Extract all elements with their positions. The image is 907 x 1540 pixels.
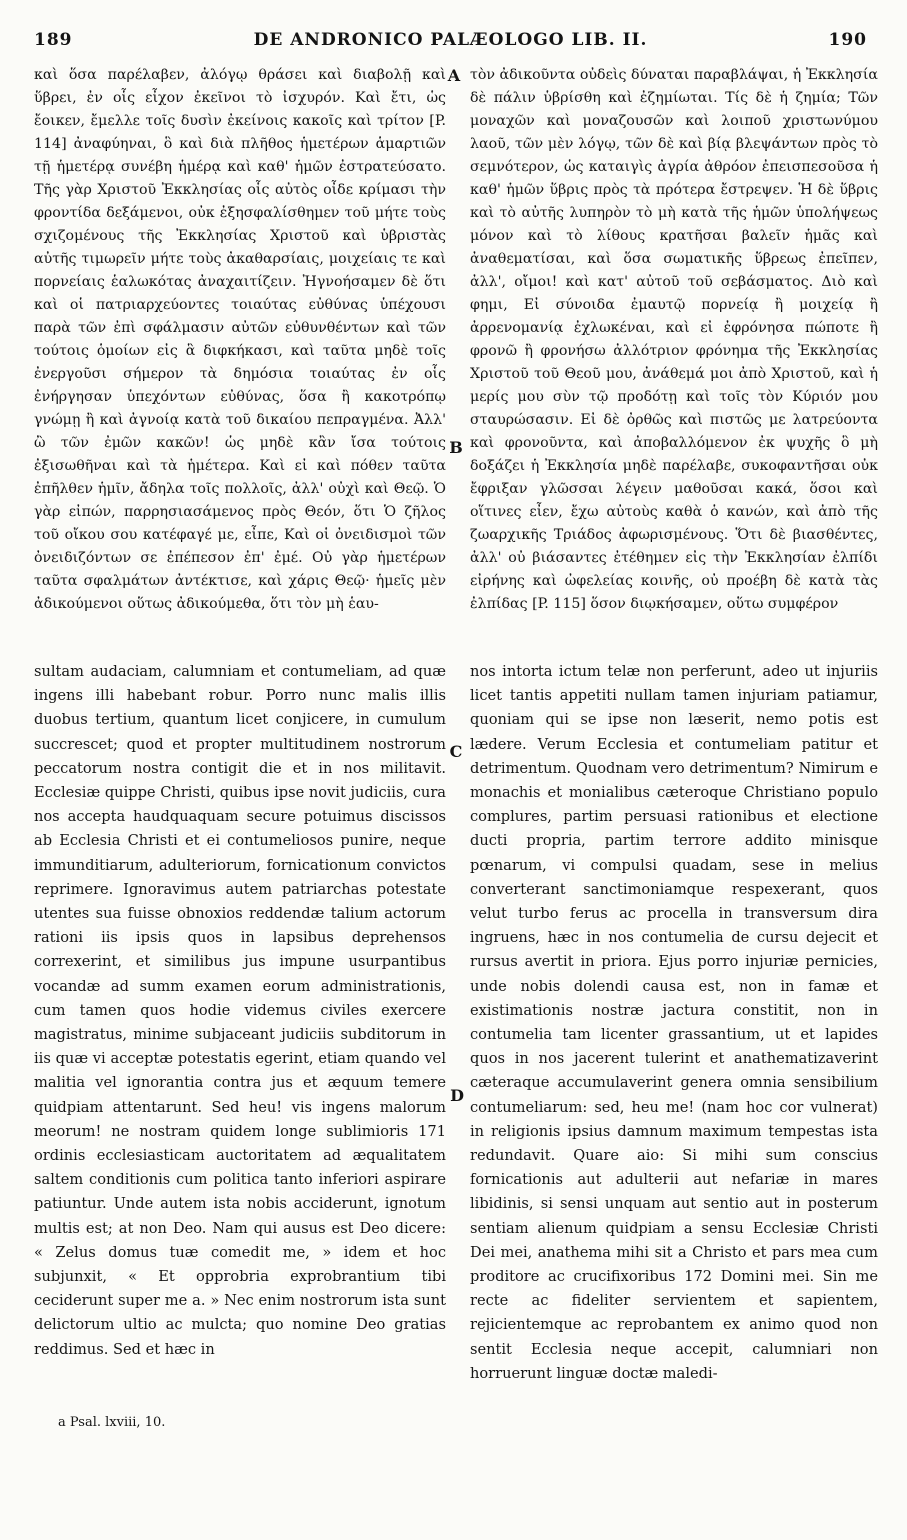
running-title: DE ANDRONICO PALÆOLOGO LIB. II. bbox=[253, 30, 648, 50]
page-number-right: 190 bbox=[828, 30, 867, 50]
latin-column-right: nos intorta ictum telæ non perferunt, adeo ut injuriis licet tantis appetiti nullam tamen injuriam patiamur, quoniam qui se ipse non læserit, nemo potis est lædere. Verum Ecclesia et contumeliam patitur et detrimentum. Quodnam vero detrimentum? Nimirum e monachis et monialibus cæteroque Christiano populo complures, partim persuasi rationibus et electione ducti propria, partim terrore addito minisque pœnarum, vi compulsi quadam, sese in melius converterant sanctimoniamque respexerant, quos velut turbo ferus ac procella in transversum dira ingruens, hæc in nos contumelia de cursu dejecit et rursus avertit in priora. Ejus porro injuriæ pernicies, unde nobis dolendi causa est, non in famæ et existimationis nostræ jactura constitit, non in contumelia tam licenter grassantium, ut et lapides quos in nos jacerent tulerint et anathematizaverint cæteraque accumulaverint genera omnia sensibilium contumeliarum: sed, heu me! (nam hoc cor vulnerat) in religionis ipsius damnum maximum tempestas ista redundavit. Quare aio: Si mihi sum conscius fornicationis aut adulterii aut nefariæ in mares libidinis, si sensi unquam aut sentio aut in posterum sentiam alienum quidpiam a sensu Ecclesiæ Christi Dei mei, anathema mihi sit a Christo et pars mea cum proditore ac crucifixoribus 172 Domini mei. Sin me recte ac fideliter servientem et sapientem, rejicientemque ac reprobantem ex animo quod non sentit Ecclesia neque accepit, calumniari non horruerunt linguæ doctæ maledi- bbox=[470, 663, 878, 1382]
margin-marker-d: D bbox=[450, 1086, 464, 1105]
greek-column-right: τὸν ἀδικοῦντα οὐδεὶς δύναται παραβλάψαι, ἡ Ἐκκλησία δὲ πάλιν ὑβρίσθη καὶ ἐζημίωται. Τίς δὲ ἡ ζημία; Τῶν μοναχῶν καὶ μοναζουσῶν καὶ λοιποῦ χριστωνύμου λαοῦ, τῶν μὲν λόγῳ, τῶν δὲ καὶ βίᾳ βλεψάντων πρὸς τὸ σεμνότερον, ὡς καταιγὶς ἀγρία ἀθρόον ἐπεισπεσοῦσα ἡ καθ' ἡμῶν ὕβρις πρὸς τὰ πρότερα ἔστρεψεν. Ἡ δὲ ὕβρις καὶ τὸ αὐτῆς λυπηρὸν τὸ μὴ κατὰ τῆς ἡμῶν ὑπολήψεως μόνον καὶ τὸ λίθους κρατῆσαι βαλεῖν ἡμᾶς καὶ ἀναθεματίσαι, καὶ ὅσα σωματικῆς ὕβρεως ἐπεῖπεν, ἀλλ', οἴμοι! καὶ κατ' αὐτοῦ τοῦ σεβάσματος. Διὸ καὶ φημι, Εἰ σύνοιδα ἐμαυτῷ πορνείᾳ ἢ μοιχείᾳ ἢ ἀρρενομανίᾳ ἐχλωκέναι, καὶ εἰ ἐφρόνησα πώποτε ἢ φρονῶ ἢ φρονήσω ἀλλότριον φρόνημα τῆς Ἐκκλησίας Χριστοῦ τοῦ Θεοῦ μου, ἀνάθεμά μοι ἀπὸ Χριστοῦ, καὶ ἡ μερίς μου σὺν τῷ προδότῃ καὶ τοῖς τὸν Κύριόν μου σταυρώσασιν. Εἰ δὲ ὀρθῶς καὶ πιστῶς με λατρεύοντα καὶ φρονοῦντα, καὶ ἀποβαλλόμενον ἐκ ψυχῆς ὃ μὴ δοξάζει ἡ Ἐκκλησία μηδὲ παρέλαβε, συκοφαντῆσαι οὐκ ἔφριξαν γλῶσσαι λέγειν μαθοῦσαι κακά, ὅσοι καὶ οἵτινες εἶεν, ἔχω αὐτοὺς καθὰ ὁ κανών, καὶ ἀπὸ τῆς ζωαρχικῆς Τριάδος ἀφωρισμένους. Ὅτι δὲ βιασθέντες, ἀλλ' οὐ βιάσαντες ἐτέθημεν εἰς τὴν Ἐκκλησίαν ἐλπίδι εἰρήνης καὶ ὠφελείας κοινῆς, οὐ προέβη δὲ κατὰ τὰς ἐλπίδας [P. 115] ὅσον διῳκήσαμεν, οὕτω συμφέρον bbox=[470, 67, 878, 612]
running-header bbox=[34, 30, 867, 56]
greek-column-left: καὶ ὅσα παρέλαβεν, ἀλόγῳ θράσει καὶ διαβολῇ καὶ ὕβρει, ἐν οἷς εἶχον ἐκεῖνοι τὸ ἰσχυρόν. Καὶ ἔτι, ὡς ἔοικεν, ἔμελλε τοῖς δυσὶν ἐκείνοις κακοῖς καὶ τρίτον [P. 114] ἀναφύηναι, ὃ καὶ διὰ πλῆθος ἡμετέρων ἁμαρτιῶν τῇ ἡμετέρᾳ συνέβη ἡμέρᾳ καὶ καθ' ἡμῶν ἐστρατεύσατο. Τῆς γὰρ Χριστοῦ Ἐκκλησίας οἷς αὐτὸς οἶδε κρίμασι τὴν φροντίδα δεξάμενοι, οὐκ ἐξησφαλίσθημεν τοῦ μήτε τοὺς σχιζομένους τῆς Ἐκκλησίας Χριστοῦ καὶ ὑβριστὰς αὐτῆς τιμωρεῖν μήτε τοὺς ἀκαθαρσίαις, μοιχείαις τε καὶ πορνείαις ἑαλωκότας ἀναχαιτίζειν. Ἠγνοήσαμεν δὲ ὅτι καὶ οἱ πατριαρχεύοντες τοιαύτας εὐθύνας ὑπέχουσι παρὰ τῶν ἐπὶ σφάλμασιν αὐτῶν εὐθυνθέντων καὶ τῶν τούτοις ὁμοίων εἰς ἃ διφκήκασι, καὶ ταῦτα μηδὲ τοῖς ἐνεργοῦσι σήμερον τὰ δημόσια τοιαύτας ἐν οἷς ἐνήργησαν ὑπεχόντων εὐθύνας, ὅσα ἢ κακοτρόπῳ γνώμῃ ἢ καὶ ἀγνοίᾳ κατὰ τοῦ δικαίου πεπραγμένα. Ἀλλ' ὢ τῶν ἐμῶν κακῶν! ὡς μηδὲ κἂν ἴσα τούτοις ἐξισωθῆναι καὶ τὰ ἡμέτερα. Καὶ εἰ καὶ πόθεν ταῦτα ἐπῆλθεν ἡμῖν, ἄδηλα τοῖς πολλοῖς, ἀλλ' οὐχὶ καὶ Θεῷ. Ὁ γὰρ εἰπών, παρρησιασάμενος πρὸς Θεόν, ὅτι Ὁ ζῆλος τοῦ οἴκου σου κατέφαγέ με, εἶπε, Καὶ οἱ ὀνειδισμοὶ τῶν ὀνειδιζόντων σε ἐπέπεσον ἐπ' ἐμέ. Οὐ γὰρ ἡμετέρων ταῦτα σφαλμάτων ἀντέκτισε, καὶ χάρις Θεῷ· ἡμεῖς μὲν ἀδικούμενοι οὕτως ἀδικούμεθα, ὅτι τὸν μὴ ἑαυ- bbox=[34, 67, 446, 612]
margin-marker-c: C bbox=[449, 742, 463, 761]
margin-marker-a: A bbox=[447, 66, 461, 85]
footnote: a Psal. lxviii, 10. bbox=[58, 1415, 166, 1430]
page-number-left: 189 bbox=[34, 30, 73, 50]
latin-column-left: sultam audaciam, calumniam et contumeliam, ad quæ ingens illi habebant robur. Porro nunc malis illis duobus tertium, quantum licet conjicere, in cumulum succrescet; quod et propter multitudinem nostrorum peccatorum nostra contigit die et in nos militavit. Ecclesiæ quippe Christi, quibus ipse novit judiciis, cura nos accepta haudquaquam secure potuimus discissos ab Ecclesia Christi et ei contumeliosos punire, neque immunditiarum, adulteriorum, fornicationum convictos reprimere. Ignoravimus autem patriarchas potestate utentes sua fuisse obnoxios reddendæ talium actorum rationi iis ipsis quos in lapsibus deprehensos correxerint, et similibus jus impune usurpantibus vocandæ ad summ examen eorum administrationis, cum tamen quos hodie videmus civiles exercere magistratus, minime subjaceant judiciis subditorum in iis quæ vi acceptæ potestatis egerint, etiam quando vel malitia vel ignorantia contra jus et æquum temere quidpiam attentarunt. Sed heu! vis ingens malorum meorum! ne nostram quidem longe sublimioris 171 ordinis ecclesiasticam auctoritatem ad æqualitatem saltem conditionis cum politica tanto inferiori aspirare patiuntur. Unde autem ista nobis acciderunt, ignotum multis est; at non Deo. Nam qui ausus est Deo dicere: « Zelus domus tuæ comedit me, » idem et hoc subjunxit, « Et opprobria exprobrantium tibi ceciderunt super me a. » Nec enim nostrorum ista sunt delictorum ultio ac mulcta; quo nomine Deo gratias reddimus. Sed et hæc in bbox=[34, 663, 446, 1358]
margin-marker-b: B bbox=[449, 438, 463, 457]
